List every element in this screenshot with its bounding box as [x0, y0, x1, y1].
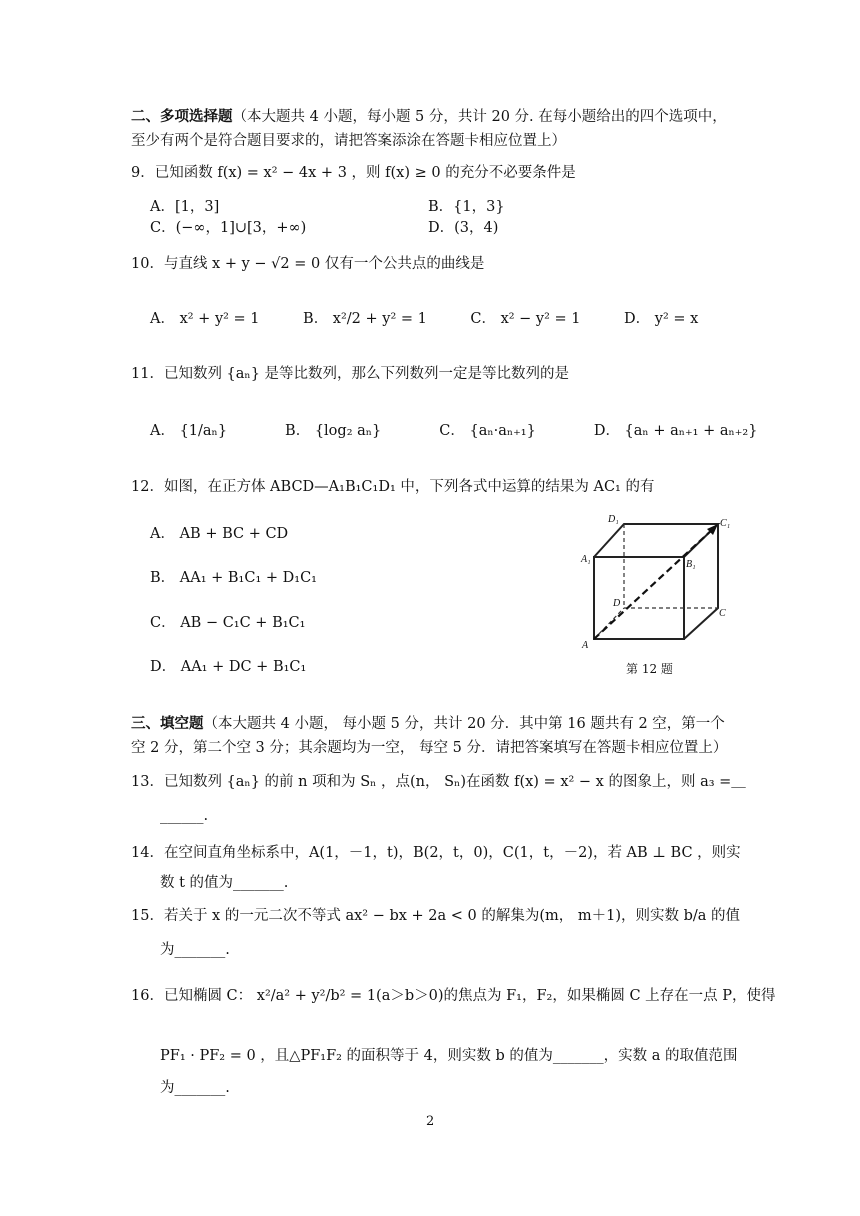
- diagonal-ac1: [594, 528, 714, 639]
- figure-caption: 第 12 题: [626, 662, 673, 676]
- section2-intro-line1: （本大题共 4 小题，每小题 5 分，共计 20 分. 在每小题给出的四个选项中，: [232, 109, 727, 125]
- page-number: 2: [426, 1114, 435, 1129]
- q9-option-c: C．(−∞，1]∪[3，+∞): [150, 220, 307, 236]
- q13-line2: ______.: [160, 808, 209, 824]
- q12-option-a: A． AB + BC + CD: [150, 526, 289, 542]
- section2-header: [131, 107, 727, 127]
- label-c1: C₁: [720, 518, 730, 529]
- q10-stem: 10．与直线 x + y − √2 = 0 仅有一个公共点的曲线是: [131, 256, 485, 272]
- section3-heading: 三、填空题: [131, 715, 204, 732]
- section2-heading: 二、多项选择题: [131, 108, 233, 125]
- q12-stem: 12．如图，在正方体 ABCD—A₁B₁C₁D₁ 中，下列各式中运算的结果为 AC₁ 的有: [131, 479, 655, 495]
- section3-intro-line1: （本大题共 4 小题， 每小题 5 分，共计 20 分．其中第 16 题共有 2 空，第一个: [203, 716, 725, 732]
- q9-stem: 9．已知函数 f(x) = x² − 4x + 3 ，则 f(x) ≥ 0 的充分不必要条件是: [131, 165, 576, 181]
- cube-figure: [578, 512, 730, 652]
- q14-line1: 14．在空间直角坐标系中，A(1，－1，t)，B(2，t，0)，C(1，t，－2)，若 AB ⊥ BC ，则实: [131, 845, 741, 861]
- section3-intro-line2: 空 2 分，第二个空 3 分；其余题均为一空， 每空 5 分．请把答案填写在答题卡相应位置上）: [131, 740, 728, 756]
- q16-line1: 16．已知椭圆 C： x²/a² + y²/b² = 1(a＞b＞0)的焦点为 F₁，F₂，如果椭圆 C 上存在一点 P，使得: [131, 988, 776, 1004]
- q12-option-b: B． AA₁ + B₁C₁ + D₁C₁: [150, 570, 317, 586]
- q9-option-a: A．[1，3]: [150, 199, 220, 215]
- q14-line2: 数 t 的值为_______.: [160, 875, 289, 891]
- q10-options: A． x² + y² = 1 B． x²/2 + y² = 1 C． x² − y² = 1 D． y² = x: [150, 311, 699, 327]
- q16-line3: 为_______.: [160, 1080, 230, 1096]
- q16-line2: PF₁ · PF₂ = 0 ，且△PF₁F₂ 的面积等于 4，则实数 b 的值为_______，实数 a 的取值范围: [160, 1048, 738, 1064]
- q9-option-b: B．{1，3}: [428, 199, 505, 215]
- q15-line2: 为_______.: [160, 942, 230, 958]
- label-a1: A₁: [581, 554, 591, 565]
- label-a: A: [582, 640, 589, 651]
- q12-option-c: C． AB − C₁C + B₁C₁: [150, 615, 306, 631]
- q9-option-d: D．(3，4): [428, 220, 499, 236]
- q15-line1: 15．若关于 x 的一元二次不等式 ax² − bx + 2a < 0 的解集为(m， m＋1)，则实数 b/a 的值: [131, 908, 741, 924]
- label-c: C: [719, 608, 726, 619]
- q13-line1: 13．已知数列 {aₙ} 的前 n 项和为 Sₙ ，点(n， Sₙ)在函数 f(x) = x² − x 的图象上，则 a₃ =＿: [131, 774, 746, 790]
- section2-intro-line2: 至少有两个是符合题目要求的，请把答案添涂在答题卡相应位置上）: [131, 133, 566, 149]
- q11-options: A． {1/aₙ} B． {log₂ aₙ} C． {aₙ·aₙ₊₁} D． {aₙ + aₙ₊₁ + aₙ₊₂}: [150, 423, 758, 439]
- q12-option-d: D． AA₁ + DC + B₁C₁: [150, 659, 307, 675]
- q11-stem: 11．已知数列 {aₙ} 是等比数列，那么下列数列一定是等比数列的是: [131, 366, 570, 382]
- label-b1: B₁: [686, 559, 696, 570]
- label-d1: D₁: [608, 514, 619, 525]
- label-d: D: [613, 598, 621, 609]
- section3-header: [131, 714, 725, 734]
